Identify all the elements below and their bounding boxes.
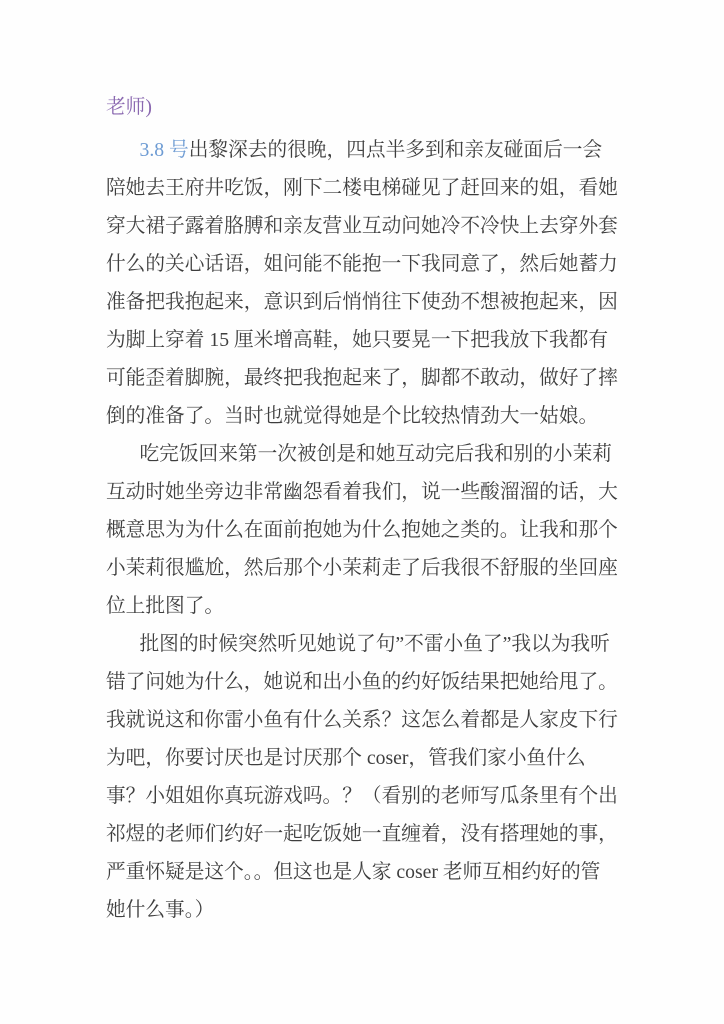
paragraph-1-text: 出黎深去的很晚，四点半多到和亲友碰面后一会陪她去王府井吃饭，刚下二楼电梯碰见了赶回来的姐，看她穿大裙子露着胳膊和亲友营业互动问她冷不冷快上去穿外套什么的关心话语，姐问能不能抱一下我同意了，然后她蓄力准备把我抱起来，意识到后悄悄往下使劲不想被抱起来，因为脚上穿着 15 厘米增高鞋，她只要晃一下把我放下我都有可能歪着脚腕，最终把我抱起来了，脚都不敢动，做好了摔倒的准备了。当时也就觉得她是个比较热情劲大一姑娘。 [106, 139, 618, 427]
paragraph-3: 批图的时候突然听见她说了句”不雷小鱼了”我以为我听错了问她为什么，她说和出小鱼的约好饭结果把她给甩了。我就说这和你雷小鱼有什么关系？这怎么着都是人家皮下行为吧，你要讨厌也是讨厌那个 coser，管我们家小鱼什么事？小姐姐你真玩游戏吗。？（看别的老师写瓜条里有个出祁煜的老师们约好一起吃饭她一直缠着，没有搭理她的事，严重怀疑是这个。。但这也是人家 coser 老师互相约好的管她什么事。） [106, 633, 618, 921]
date-highlight: 3.8 号 [139, 139, 189, 161]
paragraph-2: 吃完饭回来第一次被创是和她互动完后我和别的小茉莉互动时她坐旁边非常幽怨看着我们，说一些酸溜溜的话，大概意思为为什么在面前抱她为什么抱她之类的。让我和那个小茉莉很尴尬，然后那个小茉莉走了后我很不舒服的坐回座位上批图了。 [106, 443, 618, 617]
title-fragment: 老师) [106, 96, 152, 118]
paragraph-1 [106, 131, 619, 435]
